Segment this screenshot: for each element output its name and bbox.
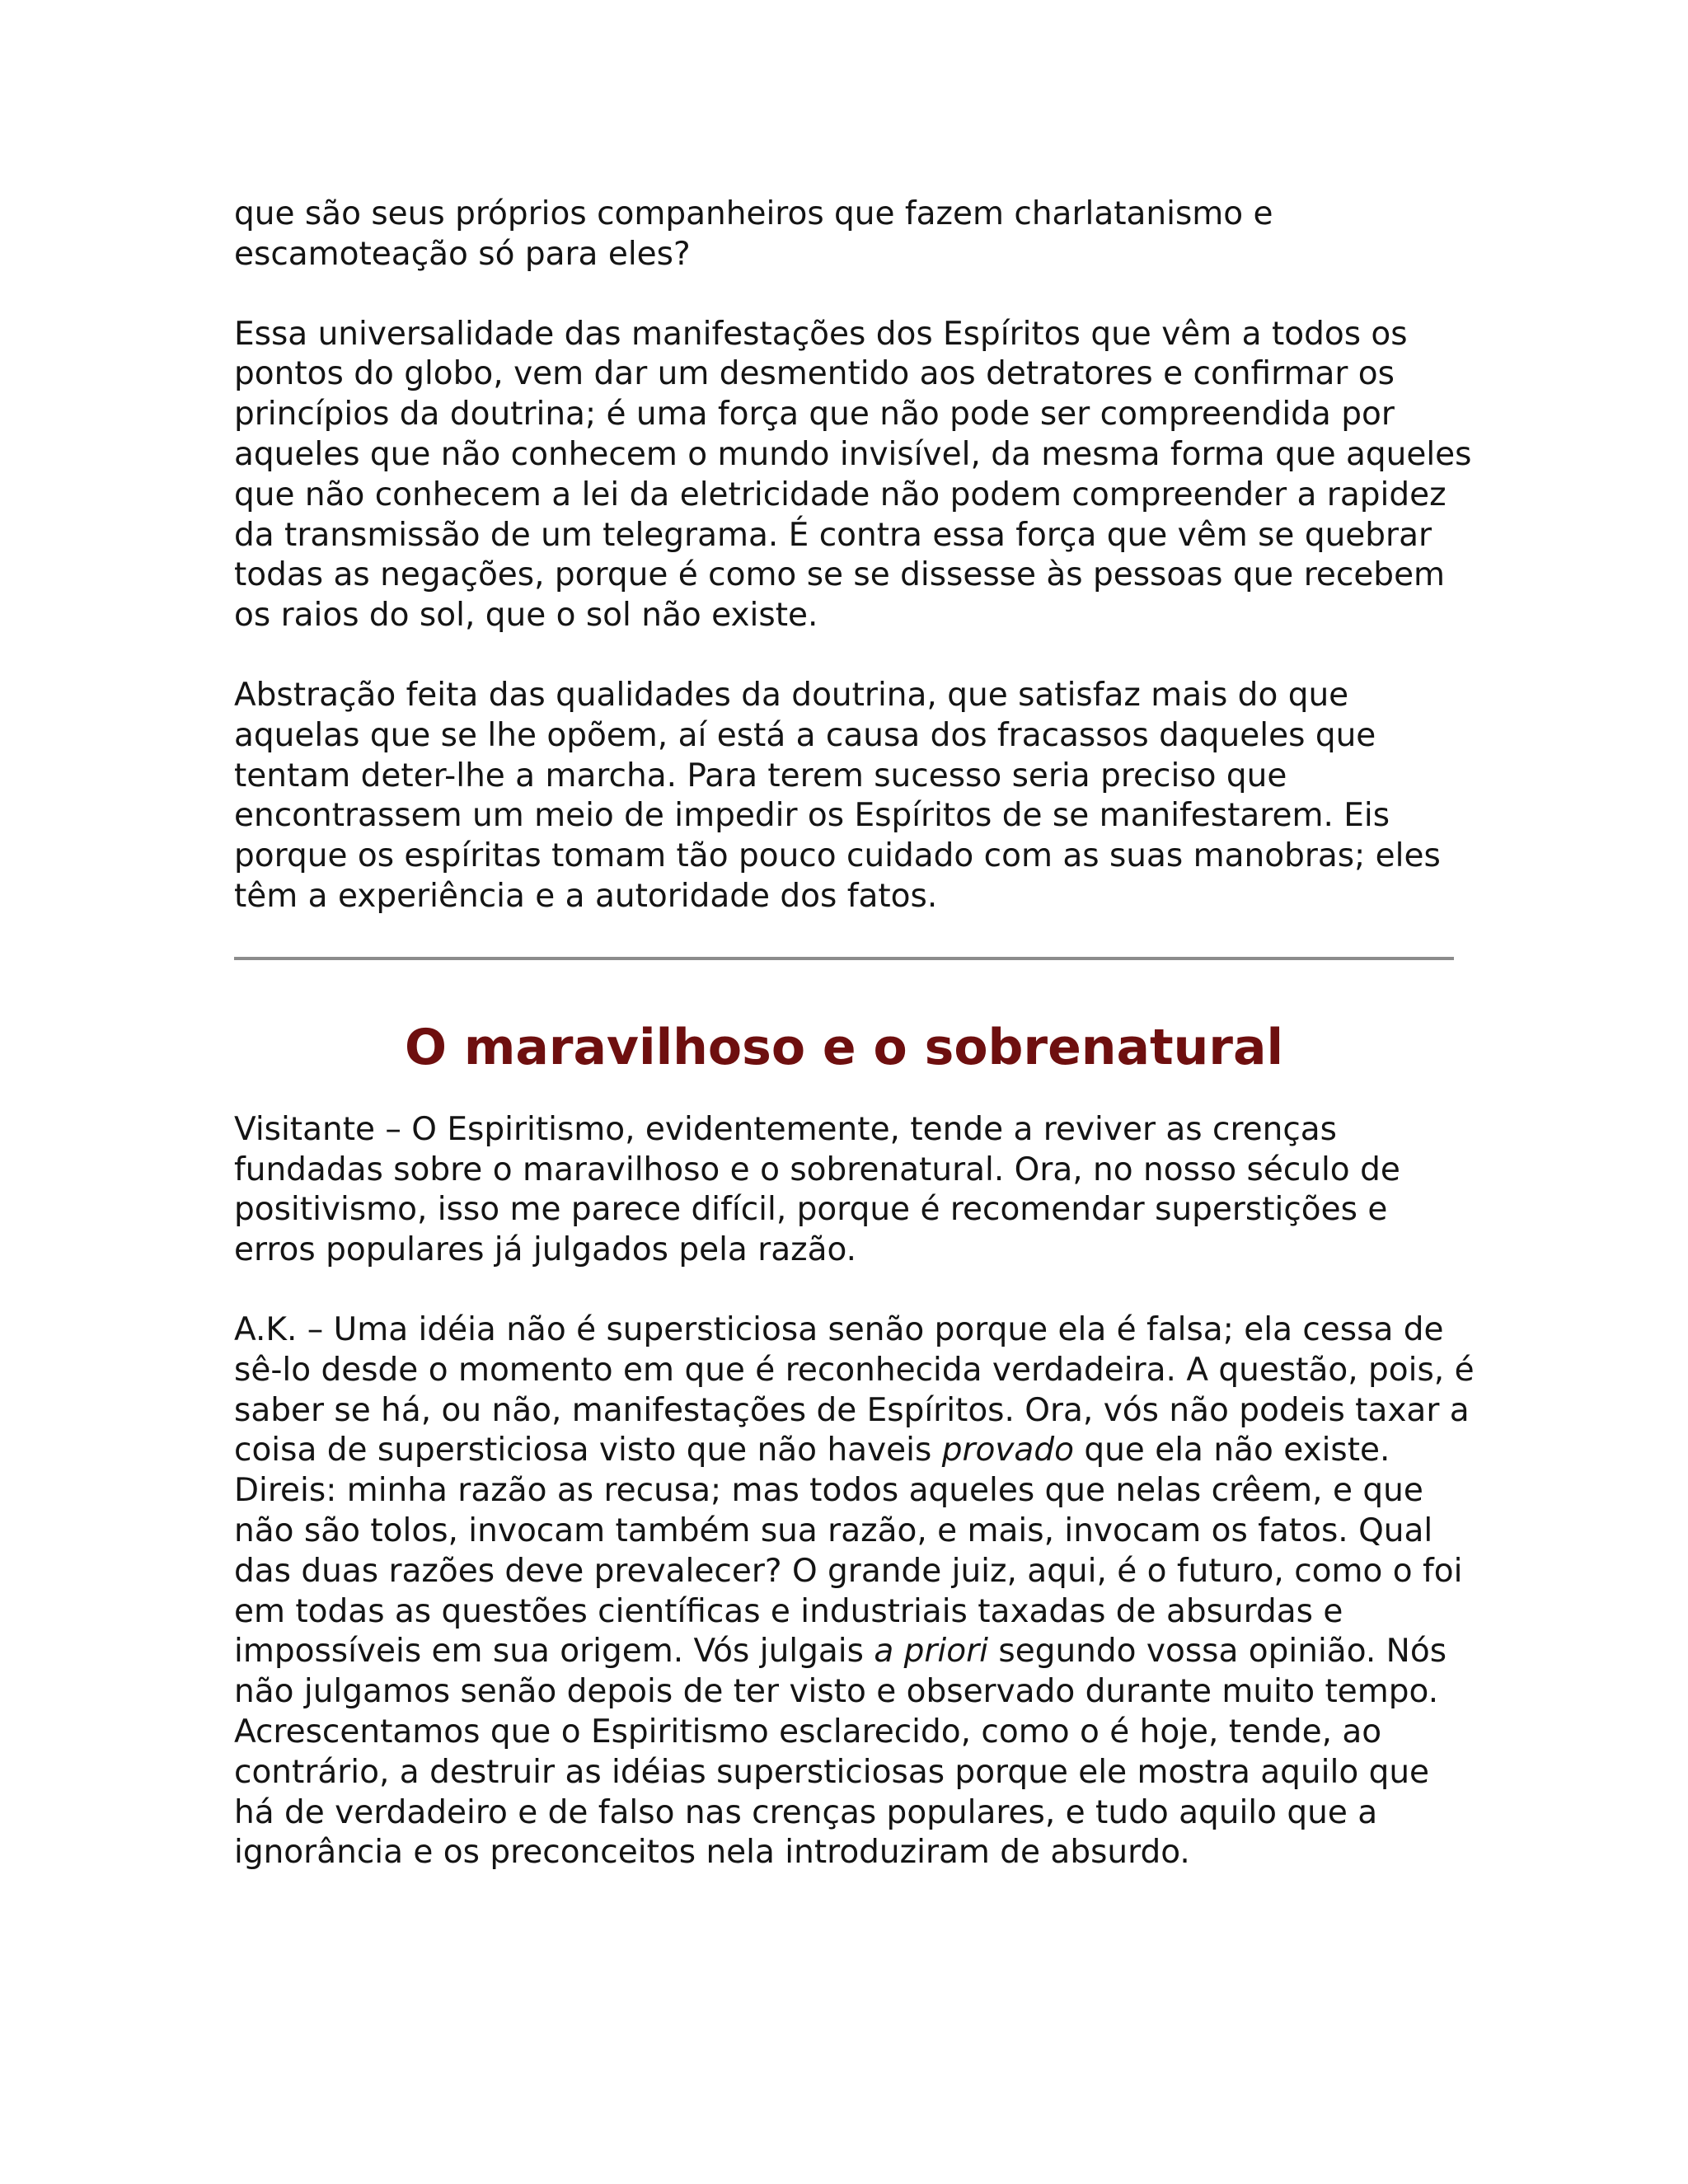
- ak-text-part-1: A.K. – Uma idéia não é supersticiosa senão porque ela é falsa; ela cessa de sê-lo desde o momento em que é reconhecida verdadeira. A questão, pois, é saber se há, ou não, manifestações de Espíritos. Ora, vós não podeis taxar a coisa de supersticiosa visto que não haveis: [234, 1310, 1475, 1469]
- ak-text-part-3: segundo vossa opinião. Nós não julgamos senão depois de ter visto e observado durante muito tempo. Acrescentamos que o Espiritismo esclarecido, como o é hoje, tende, ao contrário, a destruir as idéias supersticiosas porque ele mostra aquilo que há de verdadeiro e de falso nas crenças populares, e tudo aquilo que a ignorância e os preconceitos nela introduziram de absurdo.: [234, 1633, 1447, 1872]
- paragraph-1: que são seus próprios companheiros que fazem charlatanismo e escamoteação só para eles?: [234, 195, 1273, 273]
- section-divider: [234, 957, 1454, 960]
- paragraph-2: Essa universalidade das manifestações dos Espíritos que vêm a todos os pontos do globo, vem dar um desmentido aos detratores e confirmar os princípios da doutrina; é uma força que não pode ser compreendida por aqueles que não conhecem o mundo invisível, da mesma forma que aqueles que não conhecem a lei da eletricidade não podem compreender a rapidez da transmissão de um telegrama. É contra essa força que vêm se quebrar todas as negações, porque é como se se dissesse às pessoas que recebem os raios do sol, que o sol não existe.: [234, 315, 1472, 635]
- paragraph-3: Abstração feita das qualidades da doutrina, que satisfaz mais do que aquelas que se lhe opõem, aí está a causa dos fracassos daqueles que tentam deter-lhe a marcha. Para terem sucesso seria preciso que encontrassem um meio de impedir os Espíritos de se manifestarem. Eis porque os espíritas tomam tão pouco cuidado com as suas manobras; eles têm a experiência e a autoridade dos fatos.: [234, 676, 1441, 915]
- ak-text-part-2: que ela não existe. Direis: minha razão as recusa; mas todos aqueles que nelas crêem, e que não são tolos, invocam também sua razão, e mais, invocam os fatos. Qual das duas razões deve prevalecer? O grande juiz, aqui, é o futuro, como o foi em todas as questões científicas e industriais taxadas de absurdas e impossíveis em sua origem. Vós julgais: [234, 1432, 1463, 1671]
- ak-italic-provado: provado: [941, 1432, 1074, 1469]
- visitante-paragraph: Visitante – O Espiritismo, evidentemente, tende a reviver as crenças fundadas sobre o maravilhoso e o sobrenatural. Ora, no nosso século de positivismo, isso me parece difícil, porque é recomendar superstições e erros populares já julgados pela razão.: [234, 1110, 1400, 1269]
- ak-italic-a-priori: a priori: [874, 1633, 988, 1671]
- document-page: [234, 194, 1475, 1913]
- section-heading: O maravilhoso e o sobrenatural: [404, 1018, 1284, 1076]
- ak-paragraph: [234, 1310, 1479, 1873]
